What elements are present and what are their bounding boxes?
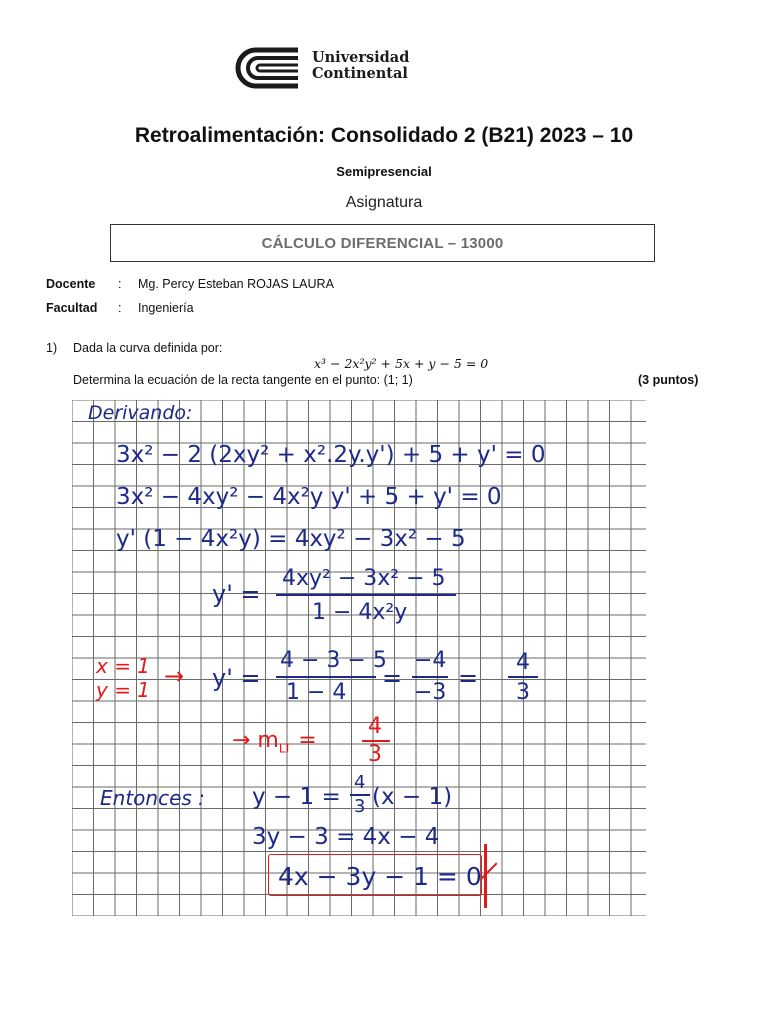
facultad-separator: : bbox=[118, 301, 122, 315]
subject-label: Asignatura bbox=[345, 194, 423, 211]
step-line-7: 3y − 3 = 4x − 4 bbox=[252, 824, 440, 850]
step-line-5-denominator: 1 − 4 bbox=[286, 680, 347, 705]
question-task: Determina la ecuación de la recta tangente en el punto: (1; 1) bbox=[73, 373, 413, 387]
slope-text: → m bbox=[232, 728, 279, 753]
facultad-label: Facultad bbox=[46, 301, 98, 315]
heading-derivando: Derivando: bbox=[88, 402, 193, 424]
question-points: (3 puntos) bbox=[638, 373, 699, 387]
fraction-bar-2 bbox=[276, 676, 376, 678]
docente-separator: : bbox=[118, 277, 122, 291]
step-line-6-b: (x − 1) bbox=[372, 784, 453, 810]
logo-mark-icon bbox=[234, 46, 302, 90]
frac2-numerator: −4 bbox=[414, 648, 447, 673]
final-answer-box bbox=[268, 854, 482, 896]
docente-label: Docente bbox=[46, 277, 96, 291]
step-line-4-lhs: y' = bbox=[212, 580, 261, 608]
handwritten-solution bbox=[72, 400, 646, 916]
step-line-1: 3x² − 2 (2xy² + x².2y.y') + 5 + y' = 0 bbox=[116, 442, 546, 468]
step-line-2: 3x² − 4xy² − 4x²y y' + 5 + y' = 0 bbox=[116, 484, 502, 510]
step-line-4-denominator: 1 − 4x²y bbox=[312, 600, 408, 625]
brand-line-1: Universidad bbox=[312, 49, 410, 66]
modality-label: Semipresencial bbox=[336, 164, 432, 179]
question-intro: Dada la curva definida por: bbox=[73, 341, 223, 355]
slope-equals: = bbox=[298, 728, 317, 753]
docente-value: Mg. Percy Esteban ROJAS LAURA bbox=[138, 277, 334, 291]
slope-label bbox=[232, 728, 317, 755]
frac3-denominator: 3 bbox=[516, 680, 530, 705]
slope-numerator: 4 bbox=[368, 714, 382, 739]
brand-line-2: Continental bbox=[312, 65, 408, 82]
step-line-5-numerator: 4 − 3 − 5 bbox=[280, 648, 387, 673]
slope-subscript: LT bbox=[278, 741, 292, 756]
frac2-denominator: −3 bbox=[414, 680, 447, 705]
then-label: Entonces : bbox=[100, 786, 205, 810]
step-line-6-a: y − 1 = bbox=[252, 784, 341, 810]
university-logo bbox=[234, 46, 414, 90]
condition-y: y = 1 bbox=[96, 678, 151, 702]
slope-denominator: 3 bbox=[368, 742, 382, 767]
course-name: CÁLCULO DIFERENCIAL – 13000 bbox=[261, 234, 504, 252]
course-box bbox=[110, 224, 655, 262]
final-answer: 4x − 3y − 1 = 0 bbox=[278, 862, 482, 891]
step-line-6-numerator: 4 bbox=[354, 772, 366, 793]
fraction-bar-1 bbox=[276, 594, 456, 596]
fraction-bar-3 bbox=[412, 676, 448, 678]
step-line-5-lhs: y' = bbox=[212, 664, 261, 692]
step-line-5-equals: = bbox=[382, 664, 403, 692]
step-line-5-equals-2: = bbox=[458, 664, 479, 692]
brand-name bbox=[312, 50, 409, 82]
document-title: Retroalimentación: Consolidado 2 (B21) 2023 – 10 bbox=[134, 124, 634, 147]
question-number: 1) bbox=[46, 341, 58, 355]
curve-equation: x³ − 2x²y² + 5x + y − 5 = 0 bbox=[314, 356, 489, 371]
frac3-numerator: 4 bbox=[516, 650, 530, 675]
arrow-icon: → bbox=[164, 662, 185, 690]
step-line-3: y' (1 − 4x²y) = 4xy² − 3x² − 5 bbox=[116, 526, 466, 552]
condition-x: x = 1 bbox=[96, 654, 151, 678]
facultad-value: Ingeniería bbox=[138, 301, 194, 315]
fraction-bar-4 bbox=[508, 676, 538, 678]
step-line-6-denominator: 3 bbox=[354, 796, 366, 817]
step-line-4-numerator: 4xy² − 3x² − 5 bbox=[282, 566, 446, 591]
